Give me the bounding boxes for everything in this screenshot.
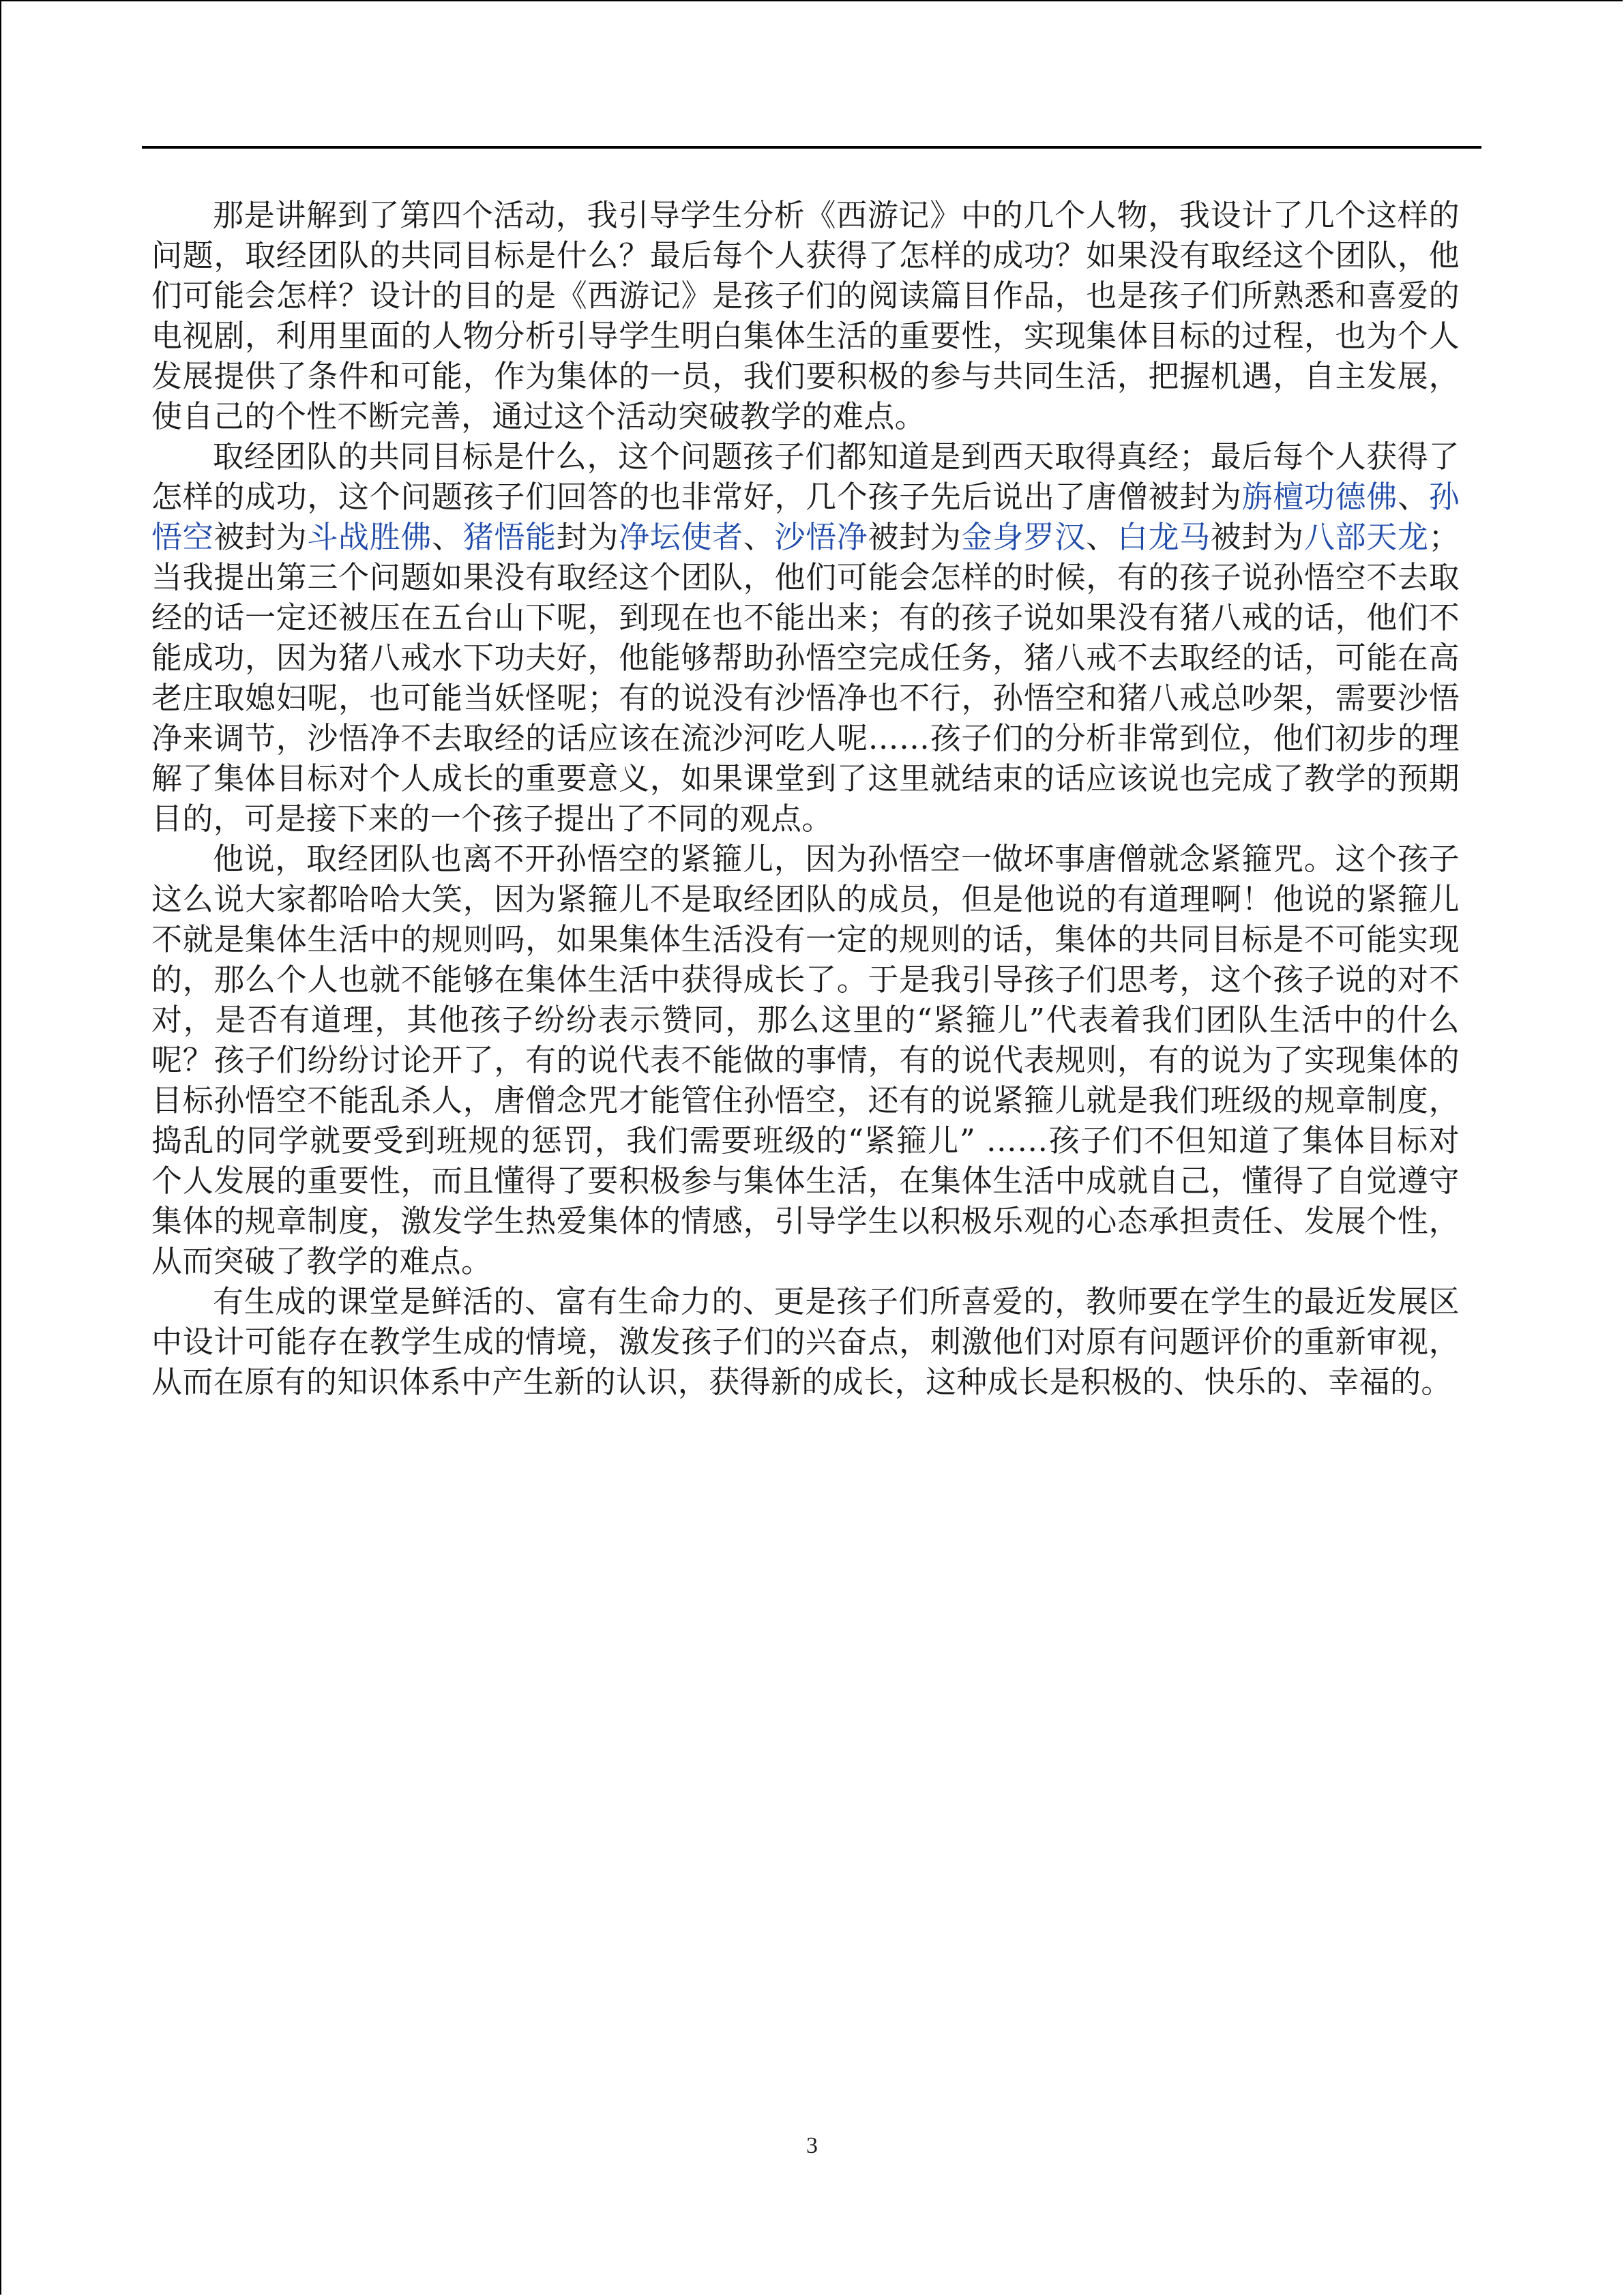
paragraph-text: ；当我提出第三个问题如果没有取经这个团队，他们可能会怎样的时候，有的孩子说孙悟空不去取经的话一定还被压在五台山下呢，到现在也不能出来；有的孩子说如果没有猪八戒的话，他们不能成功，因为猪八戒水下功夫好，他能够帮助孙悟空完成任务，猪八戒不去取经的话，可能在高老庄取媳妇呢，也可能当妖怪呢；有的说没有沙悟净也不行，孙悟空和猪八戒总吵架，需要沙悟净来调节，沙悟净不去取经的话应该在流沙河吃人呢……孩子们的分析非常到位，他们初步的理解了集体目标对个人成长的重要意义，如果课堂到了这里就结束的话应该说也完成了教学的预期目的，可是接下来的一个孩子提出了不同的观点。 bbox=[151, 519, 1460, 837]
encyclopedia-link[interactable]: 斗战胜佛 bbox=[307, 519, 432, 555]
paragraph-text: 、 bbox=[1397, 479, 1429, 515]
paragraph-text: 、 bbox=[1086, 519, 1117, 555]
encyclopedia-link[interactable]: 孙悟空 bbox=[151, 479, 1460, 555]
encyclopedia-link[interactable]: 白龙马 bbox=[1117, 519, 1211, 555]
encyclopedia-link[interactable]: 八部天龙 bbox=[1303, 519, 1429, 555]
paragraph-text: 封为 bbox=[556, 519, 619, 555]
paragraph-3 bbox=[151, 839, 1460, 1281]
paragraph-text: 那是讲解到了第四个活动，我引导学生分析《西游记》中的几个人物，我设计了几个这样的问题，取经团队的共同目标是什么？最后每个人获得了怎样的成功？如果没有取经这个团队，他们可能会怎样？设计的目的是《西游记》是孩子们的阅读篇目作品，也是孩子们所熟悉和喜爱的电视剧，利用里面的人物分析引导学生明白集体生活的重要性，实现集体目标的过程，也为个人发展提供了条件和可能，作为集体的一员，我们要积极的参与共同生活，把握机遇，自主发展，使自己的个性不断完善，通过这个活动突破教学的难点。 bbox=[151, 197, 1460, 434]
paragraph-text: 、 bbox=[743, 519, 775, 555]
paragraph-4 bbox=[151, 1281, 1460, 1402]
header-rule bbox=[142, 146, 1481, 149]
paragraph-text: 他说，取经团队也离不开孙悟空的紧箍儿，因为孙悟空一做坏事唐僧就念紧箍咒。这个孩子这么说大家都哈哈大笑，因为紧箍儿不是取经团队的成员，但是他说的有道理啊！他说的紧箍儿不就是集体生活中的规则吗，如果集体生活没有一定的规则的话，集体的共同目标是不可能实现的，那么个人也就不能够在集体生活中获得成长了。于是我引导孩子们思考，这个孩子说的对不对，是否有道理，其他孩子纷纷表示赞同，那么这里的“紧箍儿”代表着我们团队生活中的什么呢？孩子们纷纷讨论开了，有的说代表不能做的事情，有的说代表规则，有的说为了实现集体的目标孙悟空不能乱杀人，唐僧念咒才能管住孙悟空，还有的说紧箍儿就是我们班级的规章制度，捣乱的同学就要受到班规的惩罚，我们需要班级的“紧箍儿” ……孩子们不但知道了集体目标对个人发展的重要性，而且懂得了要积极参与集体生活，在集体生活中成就自己，懂得了自觉遵守集体的规章制度，激发学生热爱集体的情感，引导学生以积极乐观的心态承担责任、发展个性，从而突破了教学的难点。 bbox=[151, 841, 1460, 1279]
paragraph-text: 取经团队的共同目标是什么，这个问题孩子们都知道是到西天取得真经；最后每个人获得了怎样的成功，这个问题孩子们回答的也非常好，几个孩子先后说出了唐僧被封为 bbox=[151, 438, 1460, 515]
encyclopedia-link[interactable]: 旃檀功德佛 bbox=[1241, 479, 1398, 515]
document-body bbox=[151, 195, 1460, 1402]
encyclopedia-link[interactable]: 沙悟净 bbox=[774, 519, 868, 555]
paragraph-text: 被封为 bbox=[213, 519, 308, 555]
paragraph-text: 、 bbox=[432, 519, 463, 555]
encyclopedia-link[interactable]: 猪悟能 bbox=[462, 519, 557, 555]
encyclopedia-link[interactable]: 净坛使者 bbox=[619, 519, 743, 555]
paragraph-text: 被封为 bbox=[868, 519, 962, 555]
paragraph-text: 有生成的课堂是鲜活的、富有生命力的、更是孩子们所喜爱的，教师要在学生的最近发展区中设计可能存在教学生成的情境，激发孩子们的兴奋点，刺激他们对原有问题评价的重新审视，从而在原有的知识体系中产生新的认识，获得新的成长，这种成长是积极的、快乐的、幸福的。 bbox=[151, 1283, 1460, 1400]
page-number: 3 bbox=[806, 2133, 818, 2158]
encyclopedia-link[interactable]: 金身罗汉 bbox=[961, 519, 1087, 555]
paragraph-1 bbox=[151, 195, 1460, 436]
paragraph-text: 被封为 bbox=[1210, 519, 1304, 555]
paragraph-2 bbox=[151, 436, 1460, 839]
